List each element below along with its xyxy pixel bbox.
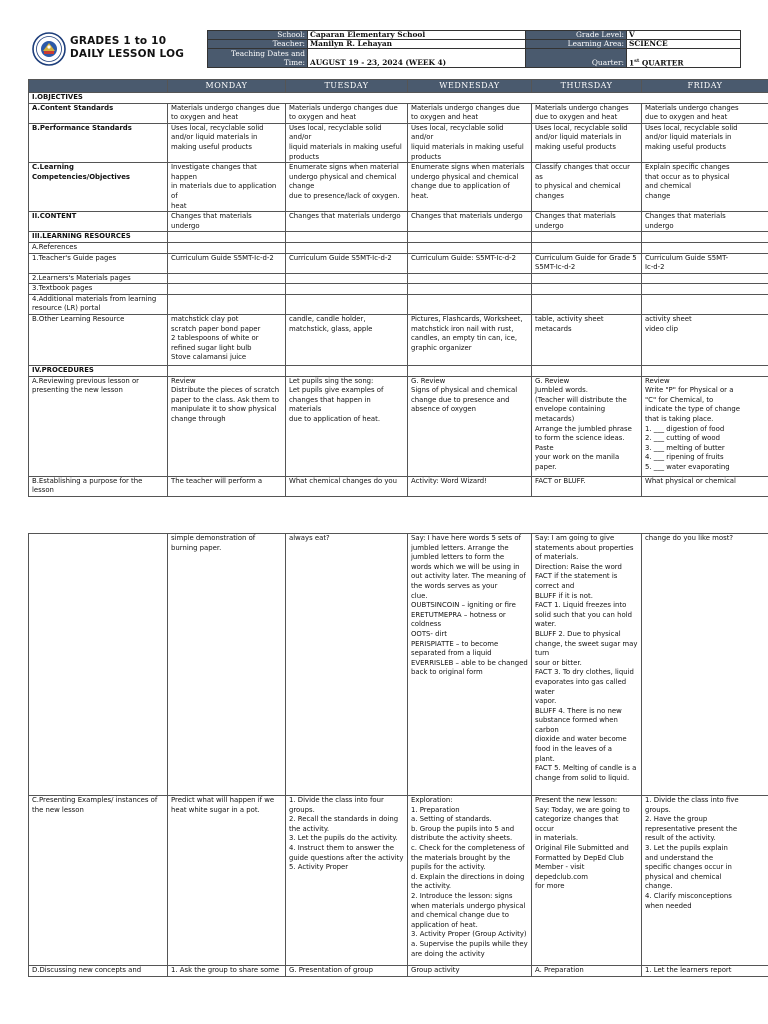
cell-rv-fri: Review Write "P" for Physical or a "C" for Chemical, to indicate the type of change that is taking place. 1. ___ digestion of food 2. ___ cutting of wood 3. ___ melting of butter 4. ___ ripening of fruits 5. ___ water evaporating xyxy=(642,376,768,476)
cell-ct-thu: Changes that materials undergo xyxy=(532,212,642,232)
cell-pu-thu: FACT or BLUFF. xyxy=(532,476,642,496)
cell-ct-fri: Changes that materials undergo xyxy=(642,212,768,232)
day-tuesday: TUESDAY xyxy=(286,80,408,93)
row-label-learners-materials: 2.Learners's Materials pages xyxy=(29,273,168,284)
cell-pu-tue: What chemical changes do you xyxy=(286,476,408,496)
dll-grid-page-1 xyxy=(28,79,768,497)
row-label-review: A.Reviewing previous lesson or presenting the new lesson xyxy=(29,376,168,476)
cell-ps-mon: Uses local, recyclable solid and/or liquid materials in making useful products xyxy=(168,123,286,162)
cell-rv-mon: Review Distribute the pieces of scratch paper to the class. Ask them to manipulate it to show physical change through xyxy=(168,376,286,476)
page-1 xyxy=(0,0,768,495)
area-value: SCIENCE xyxy=(627,40,741,49)
grade-value: V xyxy=(627,31,741,40)
cell-tg-mon: Curriculum Guide S5MT-Ic-d-2 xyxy=(168,253,286,273)
row-label-discussing: D.Discussing new concepts and xyxy=(29,966,168,977)
cell-rv-thu: G. Review Jumbled words. (Teacher will distribute the envelope containing metacards) Arrange the jumbled phrase to form the science ideas. Paste your work on the manila paper. xyxy=(532,376,642,476)
section-procedures: IV.PROCEDURES xyxy=(29,366,168,377)
quarter-value: 1st QUARTER xyxy=(627,49,741,68)
cell-tg-tue: Curriculum Guide S5MT-Ic-d-2 xyxy=(286,253,408,273)
day-monday: MONDAY xyxy=(168,80,286,93)
cell-dc-tue: G. Presentation of group xyxy=(286,966,408,977)
cell-cs-mon: Materials undergo changes due to oxygen and heat xyxy=(168,103,286,123)
cell-pc-thu: Say: I am going to give statements about properties of materials. Direction: Raise the word FACT if the statement is correct and BLUFF if it is not. FACT 1. Liquid freezes into solid such that you can hold water. BLUFF 2. Due to physical change, the sweet sugar may turn sour or bitter. FACT 3. To dry clothes, liquid evaporates into gas called water vapor. BLUFF 4. There is no new substance formed when carbon dioxide and water become food in the leaves of a plant. FACT 5. Melting of candle is a change from solid to liquid. xyxy=(532,534,642,796)
row-label-other-resource: B.Other Learning Resource xyxy=(29,315,168,366)
cell-pu-wed: Activity: Word Wizard! xyxy=(408,476,532,496)
cell-dc-wed: Group activity xyxy=(408,966,532,977)
cell-pu-fri: What physical or chemical xyxy=(642,476,768,496)
cell-cs-tue: Materials undergo changes due to oxygen and heat xyxy=(286,103,408,123)
log-title xyxy=(70,35,184,61)
row-label-content: II.CONTENT xyxy=(29,212,168,232)
dates-value: AUGUST 19 - 23, 2024 (WEEK 4) xyxy=(308,49,526,68)
grade-label: Grade Level: xyxy=(526,31,627,40)
section-objectives: I.OBJECTIVES xyxy=(29,93,768,104)
cell-ps-fri: Uses local, recyclable solid and/or liquid materials in making useful products xyxy=(642,123,768,162)
cell-or-fri: activity sheet video clip xyxy=(642,315,768,366)
cell-tg-fri: Curriculum Guide S5MT- Ic-d-2 xyxy=(642,253,768,273)
cell-lc-wed: Enumerate signs when materials undergo physical and chemical change due to application of heat. xyxy=(408,163,532,212)
cell-or-wed: Pictures, Flashcards, Worksheet, matchstick iron nail with rust, candles, an empty tin can, ice, graphic organizer xyxy=(408,315,532,366)
cell-rv-tue: Let pupils sing the song: Let pupils give examples of changes that happen in materials due to application of heat. xyxy=(286,376,408,476)
page-2 xyxy=(0,490,768,1024)
cell-ct-wed: Changes that materials undergo xyxy=(408,212,532,232)
cell-lc-mon: Investigate changes that happen in materials due to application of heat xyxy=(168,163,286,212)
section-resources: III.LEARNING RESOURCES xyxy=(29,232,168,243)
cell-pc-wed: Say: I have here words 5 sets of jumbled letters. Arrange the jumbled letters to form the words which we will be using in out activity later. The meaning of the words serves as your clue. OUBTSINCOIN – igniting or fire ERETUTMEPRA – hotness or coldness OOTS- dirt PERISPIATTE – to become separated from a liquid EVERRISLEB – able to be changed back to original form xyxy=(408,534,532,796)
cell-dc-fri: 1. Let the learners report xyxy=(642,966,768,977)
row-label-performance-standards: B.Performance Standards xyxy=(29,123,168,162)
area-label: Learning Area: xyxy=(526,40,627,49)
corner-cell xyxy=(29,80,168,93)
cell-or-tue: candle, candle holder, matchstick, glass, apple xyxy=(286,315,408,366)
school-label: School: xyxy=(208,31,308,40)
cell-pr-tue: 1. Divide the class into four groups. 2. Recall the standards in doing the activity. 3. Let the pupils do the activity. 4. Instruct them to answer the guide questions after the activity 5. Activity Proper xyxy=(286,796,408,966)
cell-rv-wed: G. Review Signs of physical and chemical change due to presence and absence of oxygen xyxy=(408,376,532,476)
row-label-purpose: B.Establishing a purpose for the lesson xyxy=(29,476,168,496)
dll-grid-page-2 xyxy=(28,533,768,977)
cell-cs-thu: Materials undergo changes due to oxygen and heat xyxy=(532,103,642,123)
row-label-content-standards: A.Content Standards xyxy=(29,103,168,123)
cell-pr-mon: Predict what will happen if we heat white sugar in a pot. xyxy=(168,796,286,966)
cell-or-mon: matchstick clay pot scratch paper bond paper 2 tablespoons of white or refined sugar light bulb Stove calamansi juice xyxy=(168,315,286,366)
cell-ps-wed: Uses local, recyclable solid and/or liquid materials in making useful products xyxy=(408,123,532,162)
cell-pr-thu: Present the new lesson: Say: Today, we are going to categorize changes that occur in materials. Original File Submitted and Formatted by DepEd Club Member - visit depedclub.com for more xyxy=(532,796,642,966)
cell-dc-thu: A. Preparation xyxy=(532,966,642,977)
cell-purpose-cont-label xyxy=(29,534,168,796)
cell-lc-tue: Enumerate signs when material undergo physical and chemical change due to presence/lack of oxygen. xyxy=(286,163,408,212)
row-label-teachers-guide: 1.Teacher's Guide pages xyxy=(29,253,168,273)
row-label-references: A.References xyxy=(29,242,168,253)
cell-or-thu: table, activity sheet metacards xyxy=(532,315,642,366)
cell-cs-fri: Materials undergo changes due to oxygen and heat xyxy=(642,103,768,123)
cell-pc-tue: always eat? xyxy=(286,534,408,796)
cell-pu-mon: The teacher will perform a xyxy=(168,476,286,496)
row-label-textbook: 3.Textbook pages xyxy=(29,284,168,295)
day-thursday: THURSDAY xyxy=(532,80,642,93)
day-wednesday: WEDNESDAY xyxy=(408,80,532,93)
cell-tg-thu: Curriculum Guide for Grade 5 S5MT-Ic-d-2 xyxy=(532,253,642,273)
school-value: Caparan Elementary School xyxy=(308,31,526,40)
title-line-1: GRADES 1 to 10 xyxy=(70,35,167,47)
row-label-lr-portal: 4.Additional materials from learning resource (LR) portal xyxy=(29,294,168,314)
quarter-label: Quarter: xyxy=(526,49,627,68)
cell-cs-wed: Materials undergo changes due to oxygen and heat xyxy=(408,103,532,123)
cell-ps-tue: Uses local, recyclable solid and/or liquid materials in making useful products xyxy=(286,123,408,162)
cell-dc-mon: 1. Ask the group to share some xyxy=(168,966,286,977)
teacher-label: Teacher: xyxy=(208,40,308,49)
lesson-meta-table xyxy=(207,30,741,68)
day-friday: FRIDAY xyxy=(642,80,768,93)
cell-tg-wed: Curriculum Guide: S5MT-Ic-d-2 xyxy=(408,253,532,273)
cell-pc-fri: change do you like most? xyxy=(642,534,768,796)
cell-ps-thu: Uses local, recyclable solid and/or liquid materials in making useful products xyxy=(532,123,642,162)
cell-lc-fri: Explain specific changes that occur as to physical and chemical change xyxy=(642,163,768,212)
cell-ct-mon: Changes that materials undergo xyxy=(168,212,286,232)
title-line-2: DAILY LESSON LOG xyxy=(70,48,185,60)
cell-pr-fri: 1. Divide the class into five groups. 2. Have the group representative present the result of the activity. 3. Let the pupils explain and understand the specific changes occur in physical and chemical change. 4. Clarify misconceptions when needed xyxy=(642,796,768,966)
row-label-presenting: C.Presenting Examples/ instances of the new lesson xyxy=(29,796,168,966)
cell-pr-wed: Exploration: 1. Preparation a. Setting of standards. b. Group the pupils into 5 and distribute the activity sheets. c. Check for the completeness of the materials brought by the pupils for the activity. d. Explain the directions in doing the activity. 2. Introduce the lesson: signs when materials undergo physical and chemical change due to application of heat. 3. Activity Proper (Group Activity) a. Supervise the pupils while they are doing the activity xyxy=(408,796,532,966)
deped-seal-icon xyxy=(32,32,66,66)
row-label-competencies: C.Learning Competencies/Objectives xyxy=(29,163,168,212)
cell-lc-thu: Classify changes that occur as to physical and chemical changes xyxy=(532,163,642,212)
dates-label: Teaching Dates and Time: xyxy=(208,49,308,68)
cell-ct-tue: Changes that materials undergo xyxy=(286,212,408,232)
teacher-value: Manilyn R. Lehayan xyxy=(308,40,526,49)
cell-pc-mon: simple demonstration of burning paper. xyxy=(168,534,286,796)
